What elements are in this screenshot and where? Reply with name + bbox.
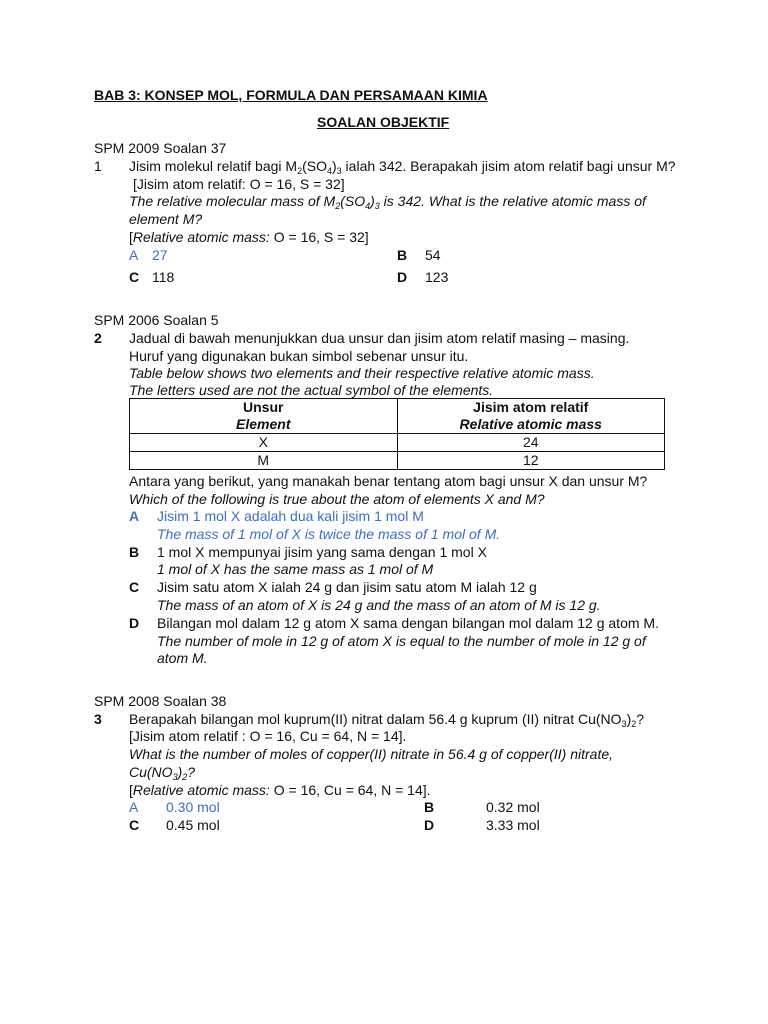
q2-option-a[interactable]: A Jisim 1 mol X adalah dua kali jisim 1 mol M bbox=[129, 508, 424, 524]
q3-option-b[interactable]: B 0.32 mol bbox=[424, 799, 540, 815]
q2-ms-line2: Huruf yang digunakan bukan simbol sebenar unsur itu. bbox=[129, 348, 469, 364]
q3-ms-question: Berapakah bilangan mol kuprum(II) nitrat dalam 56.4 g kuprum (II) nitrat $Cu(NO_3)_2$? bbox=[129, 711, 645, 729]
q1-en-question: The relative molecular mass of $M_2(SO_4)_3$ is 342. What is the relative atomic mass of bbox=[129, 193, 646, 211]
q3-ms-data: [Jisim atom relatif : O = 16, Cu = 64, N = 14]. bbox=[129, 728, 407, 744]
q3-option-d[interactable]: D 3.33 mol bbox=[424, 817, 540, 833]
q2-option-c-en: The mass of an atom of X is 24 g and the mass of an atom of M is 12 g. bbox=[157, 597, 601, 613]
table-cell: 24 bbox=[397, 434, 665, 452]
section-title: SOALAN OBJEKTIF bbox=[317, 114, 450, 130]
q2-number: 2 bbox=[94, 330, 102, 346]
q2-option-a-en: The mass of 1 mol of X is twice the mass of 1 mol of M. bbox=[157, 526, 501, 542]
table-header-row bbox=[130, 399, 665, 434]
q3-option-c[interactable]: C 0.45 mol bbox=[129, 817, 220, 833]
q3-en-data: [Relative atomic mass: O = 16, Cu = 64, N = 14]. bbox=[129, 782, 431, 798]
table-row bbox=[130, 434, 665, 452]
q1-en-question-line2: element M? bbox=[129, 211, 203, 227]
q2-option-d[interactable]: D Bilangan mol dalam 12 g atom X sama dengan bilangan mol dalam 12 g atom M. bbox=[129, 615, 659, 631]
q1-en-data: [Relative atomic mass: O = 16, S = 32] bbox=[129, 229, 369, 245]
element-table bbox=[129, 398, 665, 470]
q2-en-line1: Table below shows two elements and their respective relative atomic mass. bbox=[129, 365, 595, 381]
table-cell: M bbox=[130, 452, 398, 470]
q1-source: SPM 2009 Soalan 37 bbox=[94, 140, 227, 156]
document-title: BAB 3: KONSEP MOL, FORMULA DAN PERSAMAAN KIMIA bbox=[94, 87, 488, 103]
q2-en-line2: The letters used are not the actual symbol of the elements. bbox=[129, 382, 494, 398]
q1-option-d[interactable]: D 123 bbox=[397, 269, 449, 285]
table-cell: X bbox=[130, 434, 398, 452]
q1-ms-question: Jisim molekul relatif bagi $M_2(SO_4)_3$ ialah 342. Berapakah jisim atom relatif bagi unsur M? bbox=[129, 158, 676, 176]
table-header-element: Unsur Element bbox=[130, 399, 398, 434]
table-cell: 12 bbox=[397, 452, 665, 470]
q3-option-a[interactable]: A 0.30 mol bbox=[129, 799, 220, 815]
q1-option-c[interactable]: C 118 bbox=[129, 269, 175, 285]
table-header-mass: Jisim atom relatif Relative atomic mass bbox=[397, 399, 665, 434]
table-row bbox=[130, 452, 665, 470]
q2-option-c[interactable]: C Jisim satu atom X ialah 24 g dan jisim satu atom M ialah 12 g bbox=[129, 579, 537, 595]
q1-ms-data: [Jisim atom relatif: O = 16, S = 32] bbox=[133, 176, 345, 192]
q2-option-b[interactable]: B 1 mol X mempunyai jisim yang sama dengan 1 mol X bbox=[129, 544, 487, 560]
q2-source: SPM 2006 Soalan 5 bbox=[94, 312, 219, 328]
q1-option-a[interactable]: A 27 bbox=[129, 247, 168, 263]
q1-number: 1 bbox=[94, 158, 102, 174]
q2-option-b-en: 1 mol of X has the same mass as 1 mol of M bbox=[157, 561, 434, 577]
q3-number: 3 bbox=[94, 711, 102, 727]
q3-en-question-line2: $Cu(NO_3)_2$? bbox=[129, 764, 196, 782]
q2-en-question: Which of the following is true about the atom of elements X and M? bbox=[129, 491, 545, 507]
q3-en-question: What is the number of moles of copper(II) nitrate in 56.4 g of copper(II) nitrate, bbox=[129, 746, 614, 762]
q2-ms-question: Antara yang berikut, yang manakah benar tentang atom bagi unsur X dan unsur M? bbox=[129, 473, 648, 489]
q2-option-d-en-line2: atom M. bbox=[157, 650, 208, 666]
q2-ms-line1: Jadual di bawah menunjukkan dua unsur dan jisim atom relatif masing – masing. bbox=[129, 330, 630, 346]
q2-option-d-en: The number of mole in 12 g of atom X is equal to the number of mole in 12 g of bbox=[157, 633, 646, 649]
q3-source: SPM 2008 Soalan 38 bbox=[94, 693, 227, 709]
q1-option-b[interactable]: B 54 bbox=[397, 247, 441, 263]
